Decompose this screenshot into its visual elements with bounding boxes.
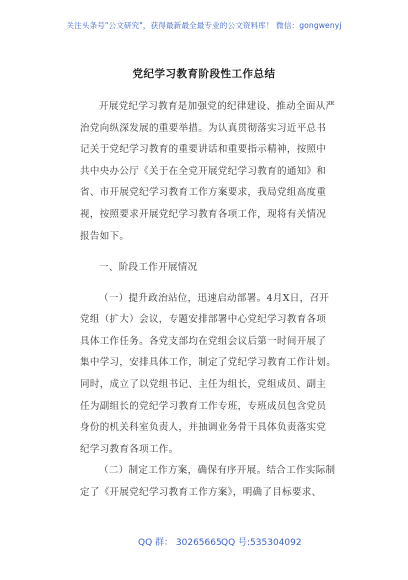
body-line: 报告如下。	[80, 230, 130, 242]
body-line: 记关于党纪学习教育的重要讲话和重要指示精神，按照中	[80, 144, 327, 156]
body-line: 具体工作任务。各党支部均在党组会议后第一时间开展了	[80, 335, 327, 347]
body-line: 任为副组长的党纪学习教育工作专班，专班成员包含党员	[80, 400, 327, 412]
body-line: 开展党纪学习教育是加强党的纪律建设、推动全面从严	[99, 101, 336, 112]
document-body	[80, 96, 346, 504]
document-title: 党纪学习教育阶段性工作总结	[132, 68, 276, 80]
body-line: 同时，成立了以党组书记、主任为组长，党组成员、副主	[80, 378, 327, 390]
body-line: 省、市开展党纪学习教育工作方案要求，我局党组高度重	[80, 187, 327, 199]
body-line: （二）制定工作方案，确保有序开展。结合工作实际制	[99, 465, 336, 477]
qq-group-number: QQ 群： 30265665	[138, 538, 222, 548]
promo-header: 关注头条号"公文研究"，获得最新最全最专业的公文资料库！ 微信：gongwenyj	[66, 21, 342, 30]
body-line: 纪学习教育各项工作。	[80, 443, 179, 455]
body-line: 党组（扩大）会议，专题安排部署中心党纪学习教育各项	[80, 314, 327, 326]
body-line: 定了《开展党纪学习教育工作方案》，明确了目标要求、	[80, 486, 322, 498]
body-line: 治党向纵深发展的重要举措。为认真贯彻落实习近平总书	[80, 122, 327, 134]
body-line: 共中央办公厅《关于在全党开展党纪学习教育的通知》和	[80, 165, 327, 177]
qq-account-number: QQ 号:535304092	[221, 538, 302, 548]
body-line: （一）提升政治站位，迅速启动部署。4月X日，召开	[99, 292, 330, 304]
body-line: 身份的机关科室负责人，并抽调业务骨干具体负责落实党	[80, 422, 327, 434]
contact-footer	[0, 535, 408, 551]
section-heading: 一、阶段工作开展情况	[99, 261, 198, 273]
body-line: 视，按照要求开展党纪学习教育各项工作，现将有关情况	[80, 208, 327, 220]
body-line: 集中学习，安排具体工作，制定了党纪学习教育工作计划。	[80, 357, 337, 369]
